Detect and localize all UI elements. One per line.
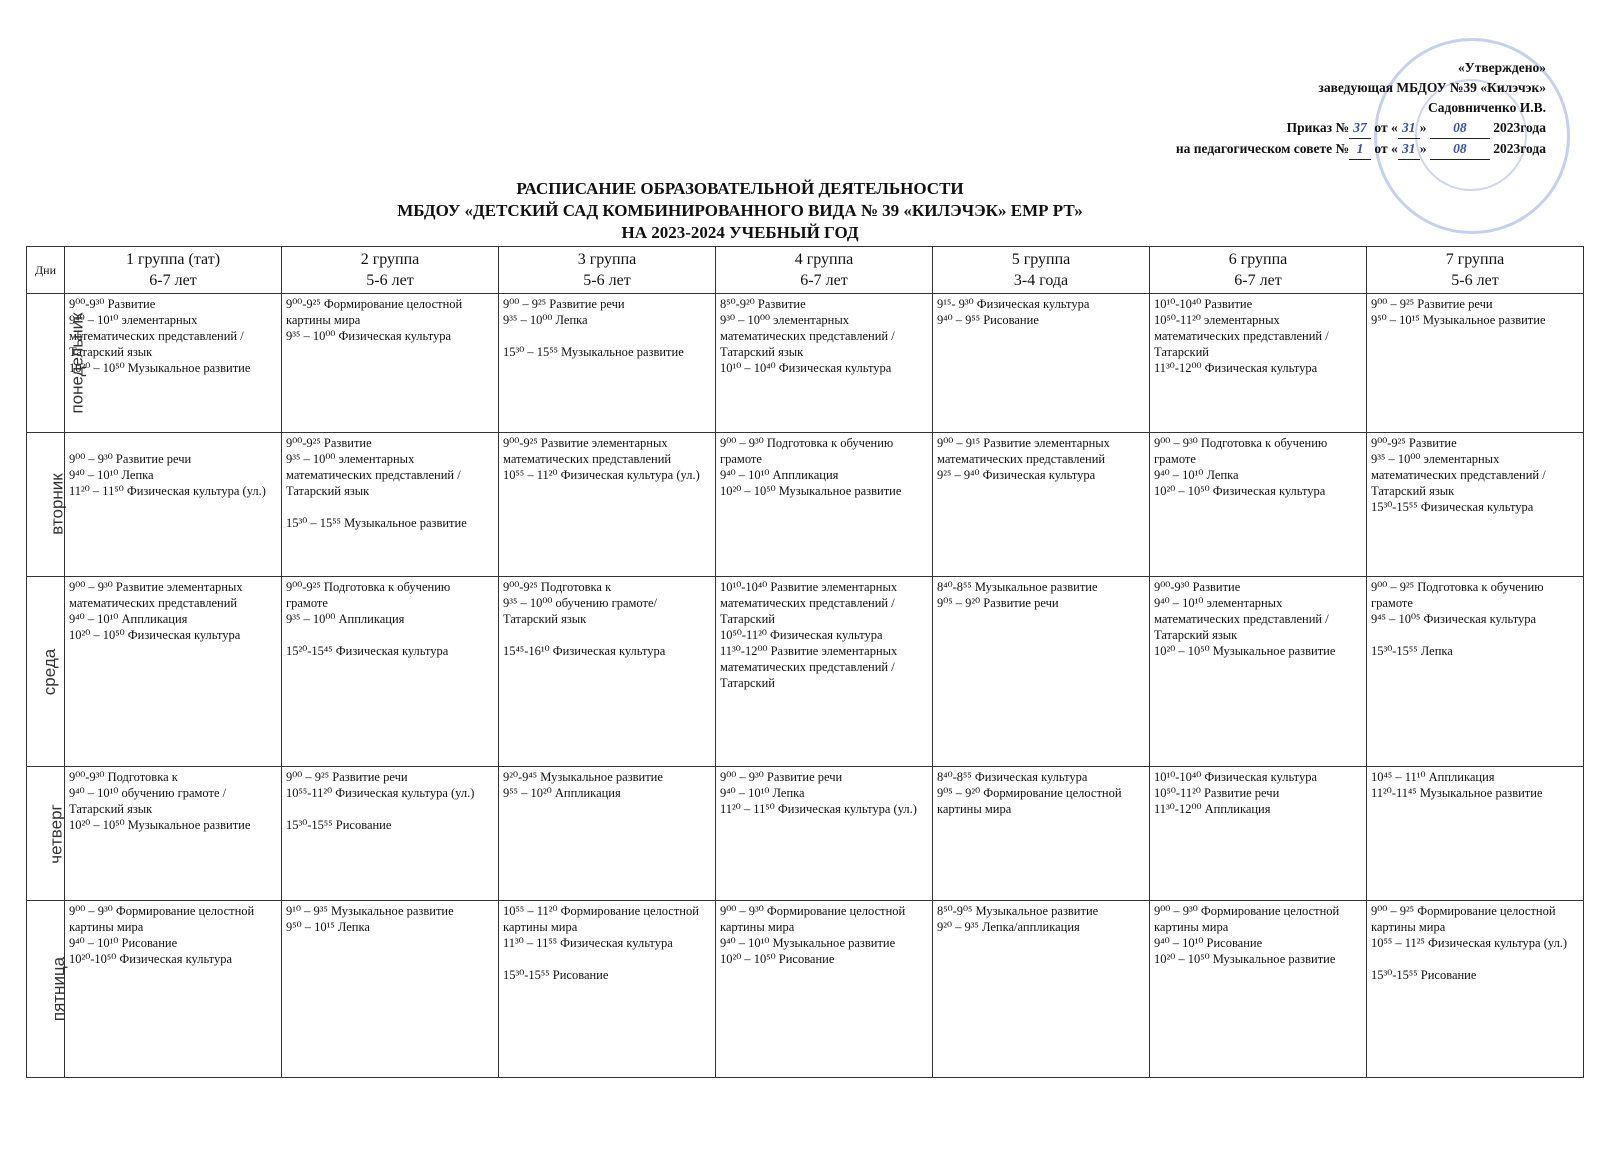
group-age: 5-6 лет [1451, 272, 1499, 289]
schedule-cell: 9⁰⁰ – 9³⁰ Формирование целостной картины мира 9⁴⁰ – 10¹⁰ Рисование 10²⁰ – 10⁵⁰ Музыкальное развитие [1150, 901, 1367, 1078]
day-row-friday [27, 901, 1584, 1078]
schedule-cell: 9⁰⁰-9²⁵ Развитие элементарных математических представлений 10⁵⁵ – 11²⁰ Физическая культура (ул.) [499, 432, 716, 576]
document-title [0, 178, 1600, 244]
day-row-thursday [27, 767, 1584, 901]
schedule-cell: 8⁵⁰-9²⁰ Развитие 9³⁰ – 10⁰⁰ элементарных математических представлений / Татарский язык 10¹⁰ – 10⁴⁰ Физическая культура [716, 294, 933, 433]
schedule-cell: 9⁰⁰ – 9³⁰ Формирование целостной картины мира 9⁴⁰ – 10¹⁰ Музыкальное развитие 10²⁰ – 10⁵⁰ Рисование [716, 901, 933, 1078]
group-name: 7 группа [1445, 251, 1505, 268]
council-sep: » [1419, 141, 1427, 156]
schedule-cell: 9⁰⁰-9²⁵ Подготовка к 9³⁵ – 10⁰⁰ обучению грамоте/ Татарский язык 15⁴⁵-16¹⁰ Физическая культура [499, 576, 716, 766]
approval-line2: заведующая МБДОУ №39 «Килэчэк» [1318, 80, 1546, 95]
order-prefix: Приказ № [1286, 120, 1350, 135]
council-prefix: на педагогическом совете № [1175, 141, 1350, 156]
order-sep: » [1419, 120, 1427, 135]
day-label [27, 294, 87, 433]
order-number: 37 [1349, 118, 1371, 139]
day-name: вторник [47, 473, 67, 536]
schedule-cell: 9⁰⁰ – 9²⁵ Развитие речи 9⁵⁰ – 10¹⁵ Музыкальное развитие [1367, 294, 1584, 433]
day-name: пятница [49, 956, 69, 1022]
approval-line1: «Утверждено» [1458, 60, 1546, 75]
day-label [27, 767, 65, 901]
group-age: 6-7 лет [1234, 272, 1282, 289]
group-name: 3 группа [577, 251, 637, 268]
group-header [65, 247, 282, 294]
title-line3: НА 2023-2024 УЧЕБНЫЙ ГОД [621, 223, 859, 242]
day-label [27, 432, 65, 576]
day-row-wednesday [27, 576, 1584, 766]
header-row [27, 247, 1584, 294]
group-name: 1 группа (тат) [125, 251, 221, 268]
group-header [716, 247, 933, 294]
schedule-cell: 9⁰⁰ – 9²⁵ Формирование целостной картины мира 10⁵⁵ – 11²⁵ Физическая культура (ул.) 15³⁰-15⁵⁵ Рисование [1367, 901, 1584, 1078]
schedule-cell: 10¹⁰-10⁴⁰ Развитие 10⁵⁰-11²⁰ элементарных математических представлений / Татарский 11³⁰-12⁰⁰ Физическая культура [1150, 294, 1367, 433]
group-header [499, 247, 716, 294]
group-header [1367, 247, 1584, 294]
order-year: 2023года [1493, 120, 1546, 135]
day-name: среда [40, 648, 60, 695]
council-from: от « [1374, 141, 1398, 156]
group-name: 2 группа [360, 251, 420, 268]
schedule-cell: 10⁴⁵ – 11¹⁰ Аппликация 11²⁰-11⁴⁵ Музыкальное развитие [1367, 767, 1584, 901]
approval-block [1176, 58, 1546, 160]
schedule-cell: 9⁰⁰ – 9³⁰ Развитие элементарных математических представлений 9⁴⁰ – 10¹⁰ Аппликация 10²⁰ – 10⁵⁰ Физическая культура [65, 576, 282, 766]
day-label [27, 901, 69, 1078]
schedule-cell: 9⁰⁰-9³⁰ Развитие 9⁴⁰ – 10¹⁰ элементарных математических представлений / Татарский язык 10²⁰ – 10⁵⁰ Музыкальное развитие [1150, 576, 1367, 766]
days-header: Дни [27, 247, 65, 294]
schedule-cell: 9⁰⁰-9³⁰ Подготовка к 9⁴⁰ – 10¹⁰ обучению грамоте / Татарский язык 10²⁰ – 10⁵⁰ Музыкальное развитие [65, 767, 282, 901]
approval-line3: Садовниченко И.В. [1428, 100, 1546, 115]
schedule-cell: 8⁵⁰-9⁰⁵ Музыкальное развитие 9²⁰ – 9³⁵ Лепка/аппликация [933, 901, 1150, 1078]
schedule-cell: 9⁰⁰-9²⁵ Подготовка к обучению грамоте 9³⁵ – 10⁰⁰ Аппликация 15²⁰-15⁴⁵ Физическая культура [282, 576, 499, 766]
schedule-cell: 9⁰⁰-9³⁰ Развитие 9⁴⁰ – 10¹⁰ элементарных математических представлений / Татарский язык 10²⁰ – 10⁵⁰ Музыкальное развитие [65, 294, 282, 433]
schedule-cell: 9⁰⁰ – 9³⁰ Развитие речи 9⁴⁰ – 10¹⁰ Лепка 11²⁰ – 11⁵⁰ Физическая культура (ул.) [65, 432, 282, 576]
schedule-cell: 9⁰⁰-9²⁵ Развитие 9³⁵ – 10⁰⁰ элементарных математических представлений / Татарский язык 15³⁰-15⁵⁵ Физическая культура [1367, 432, 1584, 576]
schedule-cell: 9⁰⁰ – 9¹⁵ Развитие элементарных математических представлений 9²⁵ – 9⁴⁰ Физическая культура [933, 432, 1150, 576]
schedule-cell: 9⁰⁰ – 9²⁵ Развитие речи 10⁵⁵-11²⁰ Физическая культура (ул.) 15³⁰-15⁵⁵ Рисование [282, 767, 499, 901]
day-label [27, 576, 65, 766]
group-name: 5 группа [1011, 251, 1071, 268]
schedule-cell: 9⁰⁰ – 9²⁵ Подготовка к обучению грамоте 9⁴⁵ – 10⁰⁵ Физическая культура 15³⁰-15⁵⁵ Лепка [1367, 576, 1584, 766]
group-age: 5-6 лет [583, 272, 631, 289]
group-header [282, 247, 499, 294]
group-name: 6 группа [1228, 251, 1288, 268]
schedule-cell: 9⁰⁰-9²⁵ Формирование целостной картины мира 9³⁵ – 10⁰⁰ Физическая культура [282, 294, 499, 433]
day-name: понедельник [67, 312, 87, 414]
schedule-cell: 8⁴⁰-8⁵⁵ Музыкальное развитие 9⁰⁵ – 9²⁰ Развитие речи [933, 576, 1150, 766]
schedule-cell: 9⁰⁰ – 9³⁰ Развитие речи 9⁴⁰ – 10¹⁰ Лепка 11²⁰ – 11⁵⁰ Физическая культура (ул.) [716, 767, 933, 901]
group-age: 3-4 года [1013, 272, 1069, 289]
day-row-monday [27, 294, 1584, 433]
order-from: от « [1374, 120, 1398, 135]
title-line1: РАСПИСАНИЕ ОБРАЗОВАТЕЛЬНОЙ ДЕЯТЕЛЬНОСТИ [516, 179, 964, 198]
schedule-table [26, 246, 1584, 1078]
schedule-cell: 9¹⁵- 9³⁰ Физическая культура 9⁴⁰ – 9⁵⁵ Рисование [933, 294, 1150, 433]
title-line2: МБДОУ «ДЕТСКИЙ САД КОМБИНИРОВАННОГО ВИДА № 39 «КИЛЭЧЭК» ЕМР РТ» [397, 201, 1083, 220]
schedule-cell: 9⁰⁰ – 9³⁰ Подготовка к обучению грамоте 9⁴⁰ – 10¹⁰ Лепка 10²⁰ – 10⁵⁰ Физическая культура [1150, 432, 1367, 576]
approval-council [1176, 139, 1546, 160]
group-header [1150, 247, 1367, 294]
order-day: 31 [1398, 118, 1420, 139]
schedule-cell: 9¹⁰ – 9³⁵ Музыкальное развитие 9⁵⁰ – 10¹⁵ Лепка [282, 901, 499, 1078]
schedule-cell: 9⁰⁰ – 9³⁰ Формирование целостной картины мира 9⁴⁰ – 10¹⁰ Рисование 10²⁰-10⁵⁰ Физическая культура [65, 901, 282, 1078]
schedule-cell: 9²⁰-9⁴⁵ Музыкальное развитие 9⁵⁵ – 10²⁰ Аппликация [499, 767, 716, 901]
council-day: 31 [1398, 139, 1420, 160]
group-age: 5-6 лет [366, 272, 414, 289]
schedule-cell: 9⁰⁰ – 9³⁰ Подготовка к обучению грамоте 9⁴⁰ – 10¹⁰ Аппликация 10²⁰ – 10⁵⁰ Музыкальное развитие [716, 432, 933, 576]
order-month: 08 [1430, 118, 1490, 139]
group-name: 4 группа [794, 251, 854, 268]
group-age: 6-7 лет [149, 272, 197, 289]
schedule-cell: 8⁴⁰-8⁵⁵ Физическая культура 9⁰⁵ – 9²⁰ Формирование целостной картины мира [933, 767, 1150, 901]
schedule-cell: 10¹⁰-10⁴⁰ Развитие элементарных математических представлений / Татарский 10⁵⁰-11²⁰ Физическая культура 11³⁰-12⁰⁰ Развитие элементарных математических представлений / Татарский [716, 576, 933, 766]
group-age: 6-7 лет [800, 272, 848, 289]
schedule-cell: 9⁰⁰-9²⁵ Развитие 9³⁵ – 10⁰⁰ элементарных математических представлений / Татарский язык 15³⁰ – 15⁵⁵ Музыкальное развитие [282, 432, 499, 576]
group-header [933, 247, 1150, 294]
council-year: 2023года [1493, 141, 1546, 156]
day-name: четверг [46, 803, 66, 864]
council-month: 08 [1430, 139, 1490, 160]
approval-order [1176, 118, 1546, 139]
council-number: 1 [1349, 139, 1371, 160]
schedule-cell: 10⁵⁵ – 11²⁰ Формирование целостной картины мира 11³⁰ – 11⁵⁵ Физическая культура 15³⁰-15⁵⁵ Рисование [499, 901, 716, 1078]
day-row-tuesday [27, 432, 1584, 576]
schedule-cell: 9⁰⁰ – 9²⁵ Развитие речи 9³⁵ – 10⁰⁰ Лепка 15³⁰ – 15⁵⁵ Музыкальное развитие [499, 294, 716, 433]
schedule-cell: 10¹⁰-10⁴⁰ Физическая культура 10⁵⁰-11²⁰ Развитие речи 11³⁰-12⁰⁰ Аппликация [1150, 767, 1367, 901]
